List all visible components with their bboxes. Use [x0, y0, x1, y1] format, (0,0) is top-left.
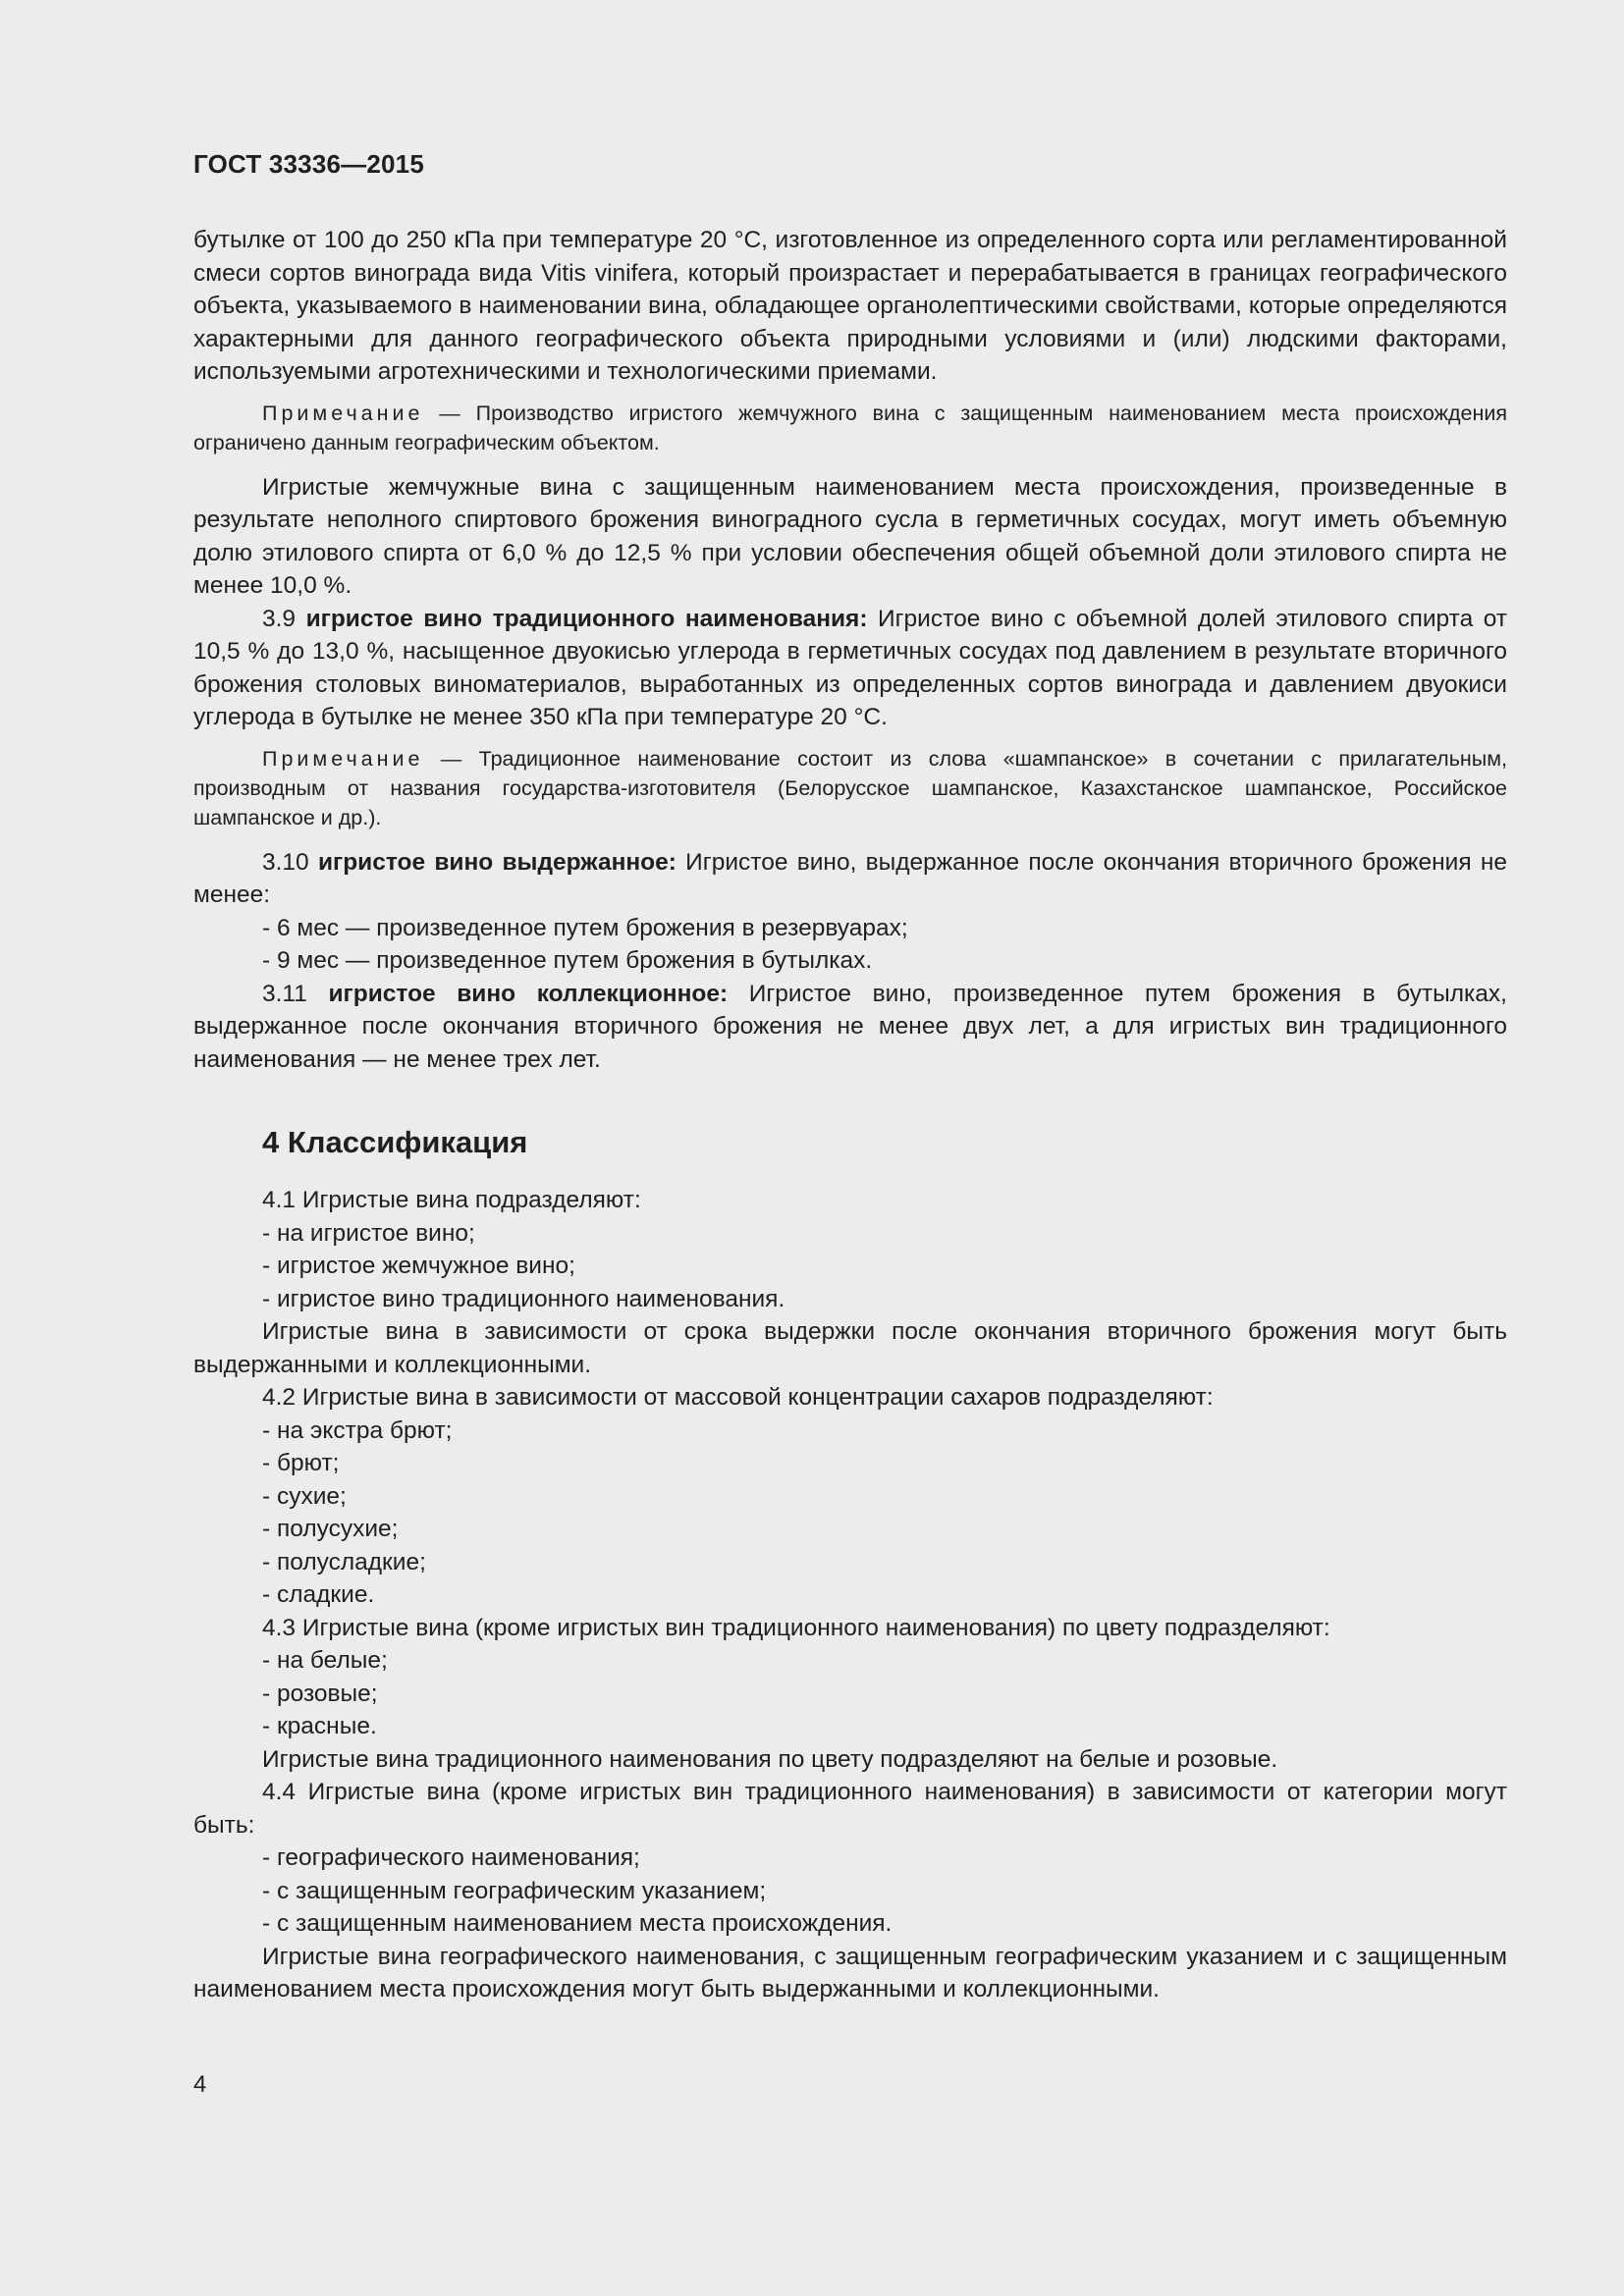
- list-item: - красные.: [262, 1713, 377, 1739]
- paragraph: Игристые вина географического наименования, с защищенным географическим указанием и с защищенным наименованием места происхождения могут быть выдержанными и коллекционными.: [193, 1943, 1507, 2002]
- list-item: - сухие;: [262, 1482, 347, 1510]
- paragraph: бутылке от 100 до 250 кПа при температуре 20 °С, изготовленное из определенного сорта или регламентированной смеси сортов винограда вида Vitis vinifera, который произрастает и перерабатывается в границах географического объекта, указываемого в наименовании вина, обладающее органолептическими свойствами, которые определяются характерными для данного географического объекта природными условиями и (или) людскими факторами, используемыми агротехническими и технологическими приемами.: [193, 227, 1507, 385]
- list-item: - с защищенным наименованием места происхождения.: [262, 1910, 893, 1937]
- clause-4-2: 4.2 Игристые вина в зависимости от массовой концентрации сахаров подразделяют:: [262, 1384, 1214, 1411]
- clause-number: 3.11: [262, 980, 329, 1007]
- page-number: 4: [193, 2071, 207, 2098]
- definition-text: Игристое вино, произведенное путем брожения в бутылках, выдержанное после окончания вторичного брожения не менее двух лет, а для игристых вин традиционного наименования — не менее трех лет.: [193, 980, 1507, 1073]
- list-item: - брют;: [262, 1450, 340, 1476]
- list-item: - 9 мес — произведенное путем брожения в бутылках.: [262, 947, 873, 974]
- list-item: - розовые;: [262, 1680, 378, 1707]
- list-item: - географического наименования;: [262, 1844, 640, 1871]
- paragraph: Игристые жемчужные вина с защищенным наименованием места происхождения, произведенные в результате неполного спиртового брожения виноградного сусла в герметичных сосудах, могут иметь объемную долю этилового спирта от 6,0 % до 12,5 % при условии обеспечения общей объемной доли этилового спирта не менее 10,0 %.: [193, 473, 1507, 599]
- term: игристое вино выдержанное:: [317, 848, 677, 876]
- definition-text: Игристое вино с объемной долей этилового спирта от 10,5 % до 13,0 %, насыщенное двуокисью углерода в герметичных сосудах под давлением в результате вторичного брожения столовых виноматериалов, выработанных из определенных сортов винограда и давлением двуокиси углерода в бутылке не менее 350 кПа при температуре 20 °С.: [193, 605, 1507, 730]
- list-item: - на экстра брют;: [262, 1416, 453, 1444]
- note-label: Примечание: [262, 400, 424, 425]
- list-item: - на игристое вино;: [262, 1219, 475, 1247]
- note-text: — Производство игристого жемчужного вина с защищенным наименованием места происхождения ограничено данным географическим объектом.: [193, 400, 1507, 454]
- list-item: - игристое вино традиционного наименования.: [262, 1285, 785, 1312]
- definition-text: Игристое вино, выдержанное после окончания вторичного брожения не менее:: [193, 848, 1507, 908]
- note-label: Примечание: [262, 746, 424, 771]
- clause-4-4: 4.4 Игристые вина (кроме игристых вин традиционного наименования) в зависимости от категории могут быть:: [193, 1779, 1507, 1839]
- list-item: - полусухие;: [262, 1516, 399, 1542]
- note: [193, 399, 1507, 457]
- list-item: - сладкие.: [262, 1581, 375, 1608]
- list-item: - с защищенным географическим указанием;: [262, 1877, 767, 1904]
- list-item: - полусладкие;: [262, 1548, 426, 1575]
- list-item: - на белые;: [262, 1647, 388, 1674]
- clause-number: 3.9: [262, 605, 306, 632]
- clause-number: 3.10: [262, 848, 318, 876]
- definition-3-10: [193, 846, 1507, 912]
- document-header: ГОСТ 33336—2015: [193, 149, 424, 179]
- definition-3-9: [193, 603, 1507, 734]
- paragraph: Игристые вина традиционного наименования по цвету подразделяют на белые и розовые.: [262, 1745, 1278, 1773]
- clause-4-1: 4.1 Игристые вина подразделяют:: [262, 1187, 641, 1213]
- term: игристое вино коллекционное:: [328, 980, 729, 1007]
- list-item: - игристое жемчужное вино;: [262, 1253, 575, 1279]
- paragraph: Игристые вина в зависимости от срока выдержки после окончания вторичного брожения могут быть выдержанными и коллекционными.: [193, 1318, 1507, 1378]
- list-item: - 6 мес — произведенное путем брожения в резервуарах;: [262, 914, 908, 941]
- note-text: — Традиционное наименование состоит из слова «шампанское» в сочетании с прилагательным, производным от названия государства-изготовителя (Белорусское шампанское, Казахстанское шампанское, Российское шампанское и др.).: [193, 746, 1507, 829]
- section-title: 4 Классификация: [262, 1125, 528, 1159]
- document-body: [193, 224, 1507, 2006]
- term: игристое вино традиционного наименования:: [305, 605, 868, 632]
- definition-3-11: [193, 978, 1507, 1077]
- clause-4-3: 4.3 Игристые вина (кроме игристых вин традиционного наименования) по цвету подразделяют:: [262, 1614, 1330, 1641]
- note: [193, 744, 1507, 832]
